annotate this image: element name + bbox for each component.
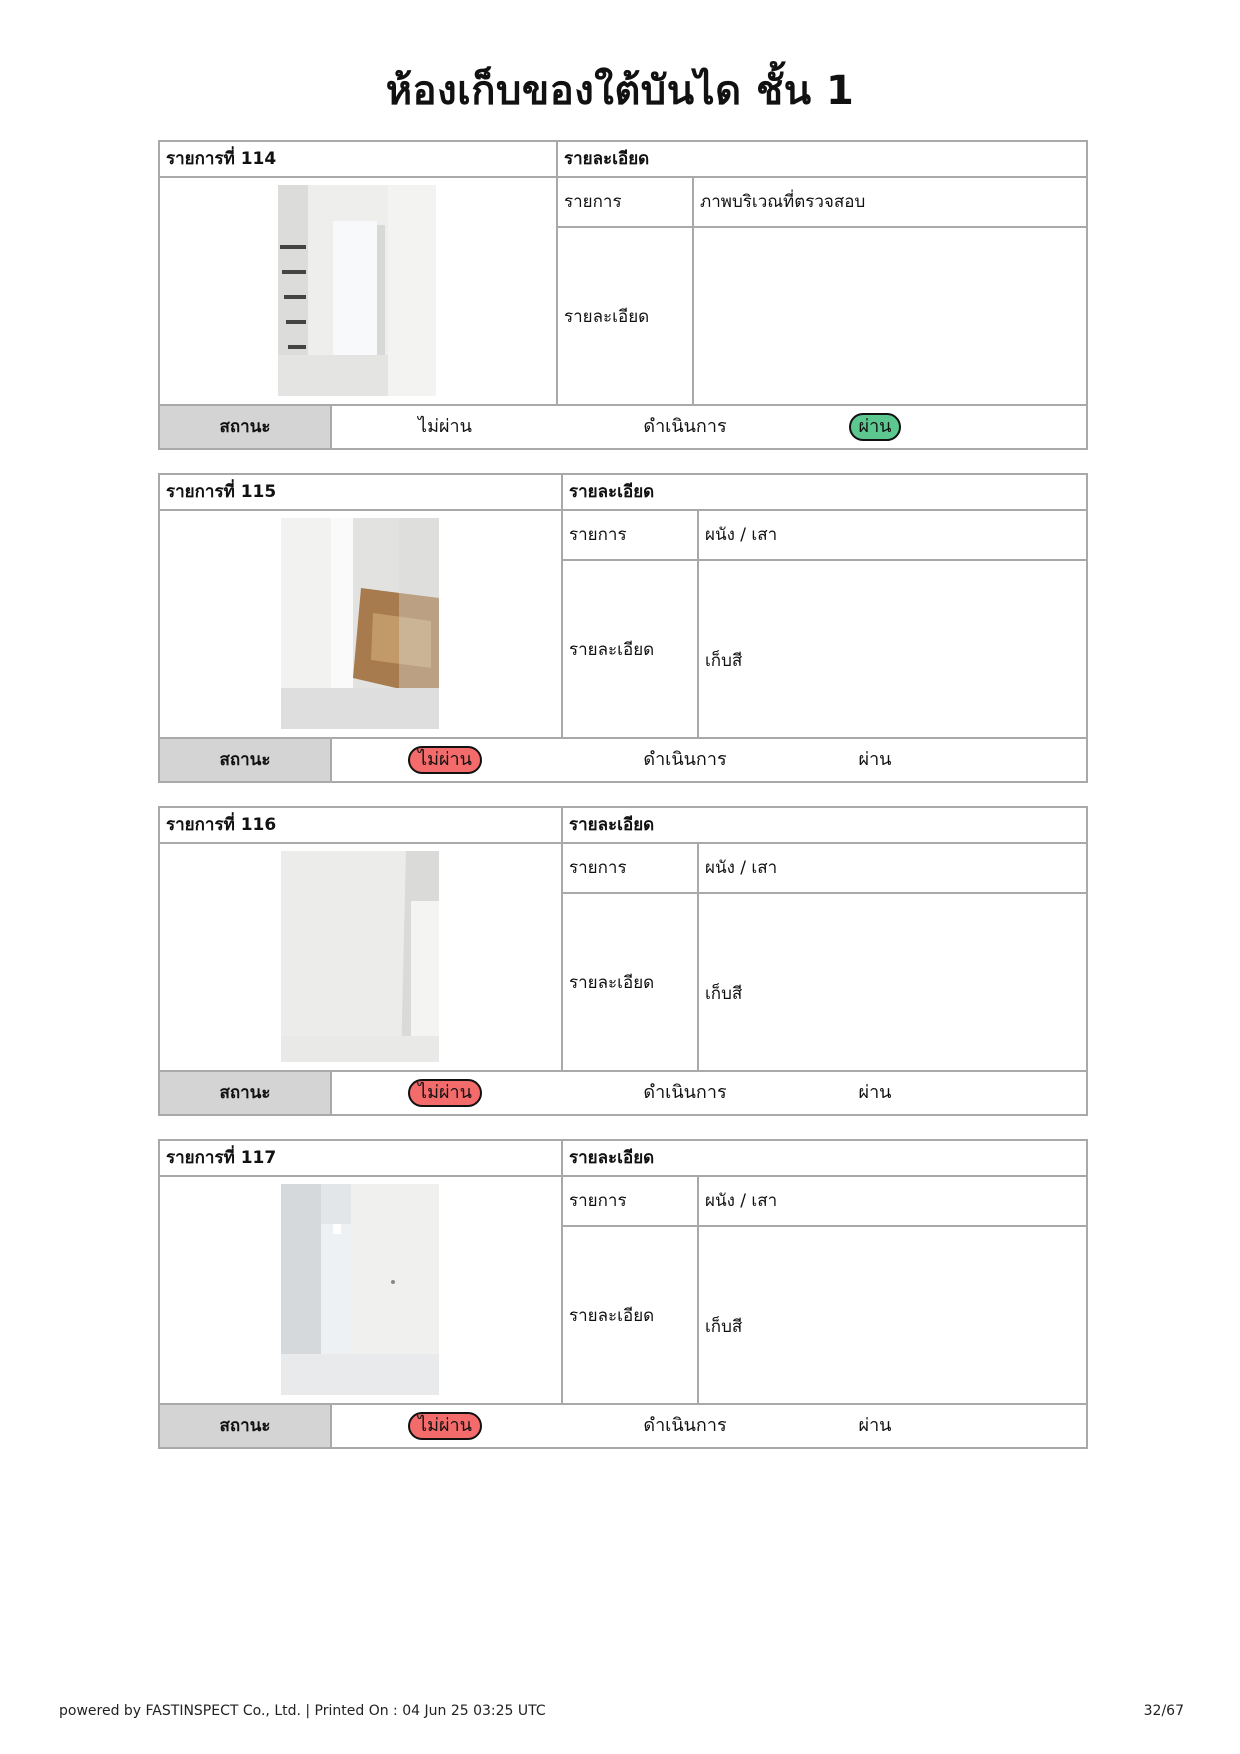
item-number-header: รายการที่ 114 bbox=[166, 149, 277, 169]
detail-label: รายละเอียด bbox=[564, 307, 650, 327]
detail-label: รายละเอียด bbox=[569, 1306, 655, 1326]
status-option-in-progress-text: ดำเนินการ bbox=[643, 1082, 727, 1103]
item-value: ผนัง / เสา bbox=[705, 1191, 778, 1211]
status-option-pass[interactable] bbox=[820, 1072, 930, 1114]
status-option-fail-text: ไม่ผ่าน bbox=[408, 746, 482, 774]
status-option-in-progress[interactable] bbox=[610, 1072, 760, 1114]
detail-label: รายละเอียด bbox=[569, 640, 655, 660]
inspection-card bbox=[158, 1139, 1088, 1449]
status-option-pass[interactable] bbox=[820, 406, 930, 448]
item-label: รายการ bbox=[564, 192, 622, 212]
status-option-pass[interactable] bbox=[820, 1405, 930, 1447]
status-option-fail[interactable] bbox=[380, 1072, 510, 1114]
status-option-fail-text: ไม่ผ่าน bbox=[418, 416, 472, 437]
corridor-wall-photo bbox=[281, 1184, 439, 1395]
status-option-in-progress[interactable] bbox=[610, 1405, 760, 1447]
inspection-card bbox=[158, 806, 1088, 1116]
footer-page-number: 32/67 bbox=[1143, 1703, 1184, 1719]
status-label: สถานะ bbox=[160, 739, 330, 781]
status-option-fail[interactable] bbox=[380, 1405, 510, 1447]
item-value: ภาพบริเวณที่ตรวจสอบ bbox=[700, 192, 866, 212]
status-option-pass-text: ผ่าน bbox=[849, 413, 902, 441]
item-label: รายการ bbox=[569, 525, 627, 545]
status-option-fail[interactable] bbox=[380, 406, 510, 448]
inspection-card bbox=[158, 140, 1088, 450]
detail-header: รายละเอียด bbox=[564, 149, 650, 169]
status-option-fail-text: ไม่ผ่าน bbox=[408, 1079, 482, 1107]
status-option-in-progress-text: ดำเนินการ bbox=[643, 416, 727, 437]
detail-value: เก็บสี bbox=[705, 1317, 743, 1337]
item-number-header: รายการที่ 116 bbox=[166, 815, 277, 835]
status-option-in-progress-text: ดำเนินการ bbox=[643, 1415, 727, 1436]
footer-print-info: powered by FASTINSPECT Co., Ltd. | Printed On : 04 Jun 25 03:25 UTC bbox=[59, 1703, 546, 1719]
status-option-fail[interactable] bbox=[380, 739, 510, 781]
status-label: สถานะ bbox=[160, 1405, 330, 1447]
item-label: รายการ bbox=[569, 858, 627, 878]
white-wall-photo bbox=[281, 851, 439, 1062]
item-number-header: รายการที่ 115 bbox=[166, 482, 277, 502]
status-option-pass-text: ผ่าน bbox=[858, 1082, 892, 1103]
status-option-in-progress[interactable] bbox=[610, 739, 760, 781]
status-option-fail-text: ไม่ผ่าน bbox=[408, 1412, 482, 1440]
detail-label: รายละเอียด bbox=[569, 973, 655, 993]
page-title: ห้องเก็บของใต้บันได ชั้น 1 bbox=[385, 68, 855, 114]
item-number-header: รายการที่ 117 bbox=[166, 1148, 277, 1168]
detail-header: รายละเอียด bbox=[569, 482, 655, 502]
item-value: ผนัง / เสา bbox=[705, 858, 778, 878]
detail-value: เก็บสี bbox=[705, 651, 743, 671]
wall-corner-box-photo bbox=[281, 518, 439, 729]
status-label: สถานะ bbox=[160, 1072, 330, 1114]
item-value: ผนัง / เสา bbox=[705, 525, 778, 545]
inspection-card bbox=[158, 473, 1088, 783]
status-option-pass-text: ผ่าน bbox=[858, 749, 892, 770]
status-option-pass[interactable] bbox=[820, 739, 930, 781]
item-label: รายการ bbox=[569, 1191, 627, 1211]
status-option-in-progress-text: ดำเนินการ bbox=[643, 749, 727, 770]
status-option-pass-text: ผ่าน bbox=[858, 1415, 892, 1436]
detail-value: เก็บสี bbox=[705, 984, 743, 1004]
detail-header: รายละเอียด bbox=[569, 1148, 655, 1168]
detail-value bbox=[694, 228, 1086, 406]
detail-header: รายละเอียด bbox=[569, 815, 655, 835]
status-label: สถานะ bbox=[160, 406, 330, 448]
status-option-in-progress[interactable] bbox=[610, 406, 760, 448]
stairwell-door-photo bbox=[278, 185, 436, 396]
